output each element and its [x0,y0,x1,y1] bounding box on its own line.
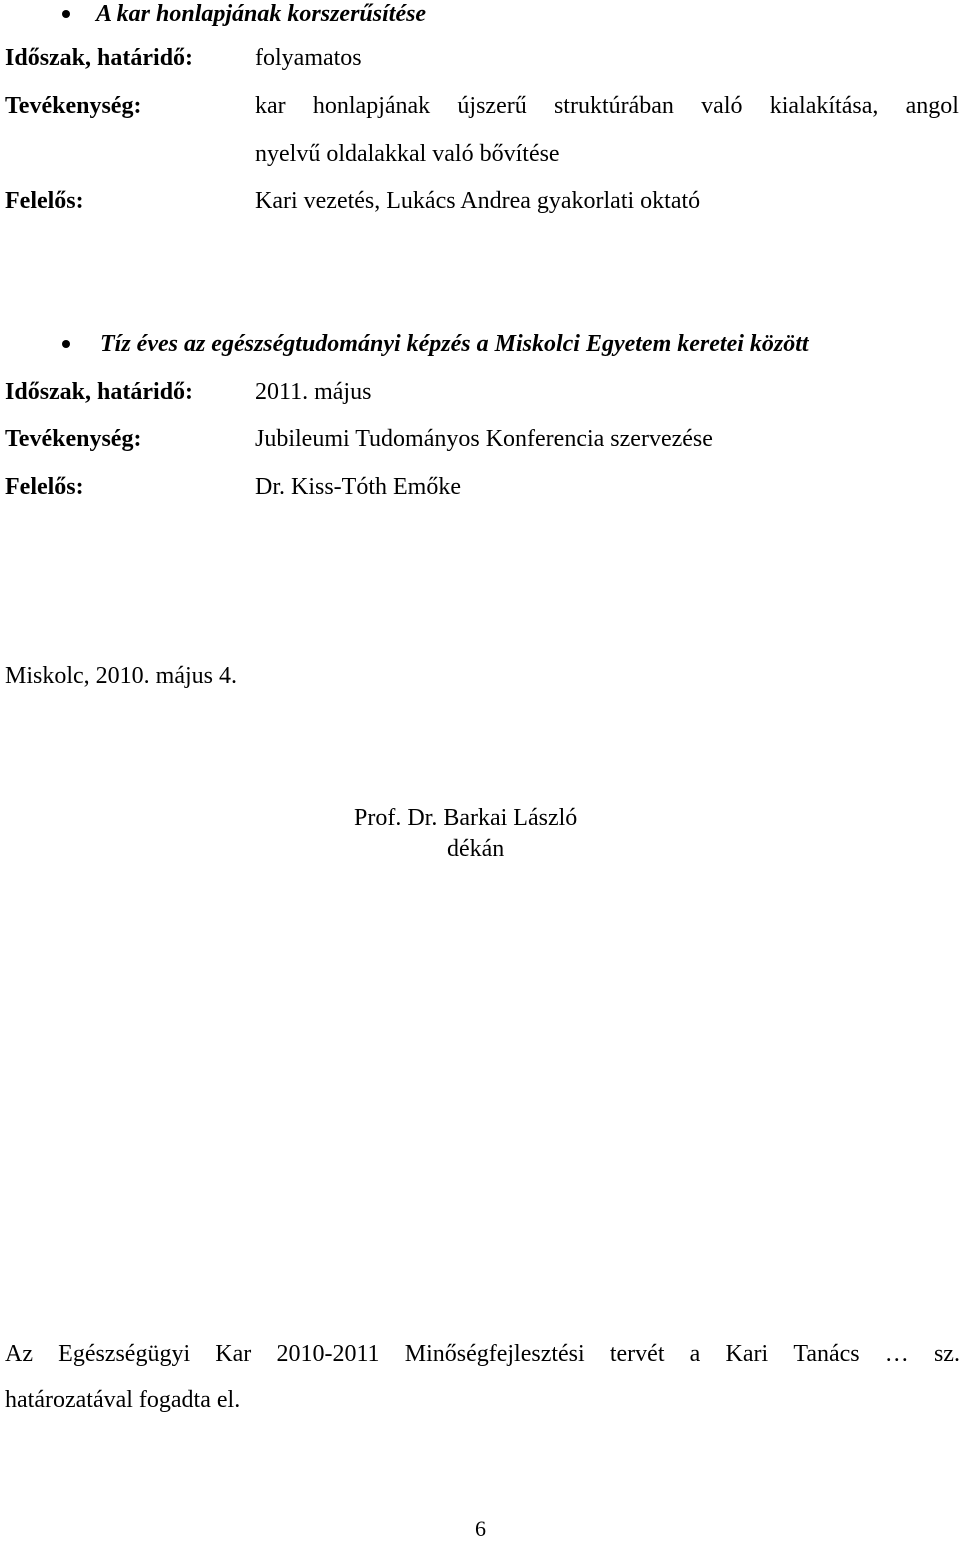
word: Minőségfejlesztési [404,1341,585,1367]
word: a [689,1341,701,1367]
period-label: Időszak, határidő: [5,379,194,405]
page-number: 6 [475,1516,486,1541]
period-value: folyamatos [255,45,362,71]
place-date: Miskolc, 2010. május 4. [5,663,237,689]
word: kar [255,93,286,119]
responsible-value: Dr. Kiss-Tóth Emőke [255,474,461,500]
section-heading: A kar honlapjának korszerűsítése [96,1,427,27]
word: újszerű [457,93,527,119]
word: sz. [933,1341,960,1367]
word: Az [5,1341,33,1367]
activity-value-line-2: nyelvű oldalakkal való bővítése [255,141,560,167]
word: tervét [609,1341,665,1367]
word: kialakítása, [769,93,879,119]
word: való [701,93,743,119]
signatory-name: Prof. Dr. Barkai László [354,805,578,831]
period-value: 2011. május [255,379,372,405]
word: Kar [215,1341,252,1367]
closing-statement-line-2: határozatával fogadta el. [5,1387,241,1413]
responsible-value: Kari vezetés, Lukács Andrea gyakorlati oktató [255,188,701,214]
closing-statement-line-1 [5,1342,960,1366]
signatory-title: dékán [447,836,505,862]
word: 2010-2011 [276,1341,380,1367]
activity-label: Tevékenység: [5,93,142,119]
word: Tanács [793,1341,860,1367]
bullet-icon [62,340,70,348]
word: struktúrában [553,93,674,119]
activity-value-line-1 [255,94,959,118]
word: Kari [725,1341,769,1367]
period-label: Időszak, határidő: [5,45,194,71]
section-heading: Tíz éves az egészségtudományi képzés a Miskolci Egyetem keretei között [100,331,809,357]
word: … [884,1341,909,1367]
bullet-icon [62,10,70,18]
responsible-label: Felelős: [5,474,84,500]
word: honlapjának [312,93,431,119]
word: angol [905,93,959,119]
responsible-label: Felelős: [5,188,84,214]
word: Egészségügyi [58,1341,191,1367]
activity-value: Jubileumi Tudományos Konferencia szervezése [255,426,713,452]
activity-label: Tevékenység: [5,426,142,452]
